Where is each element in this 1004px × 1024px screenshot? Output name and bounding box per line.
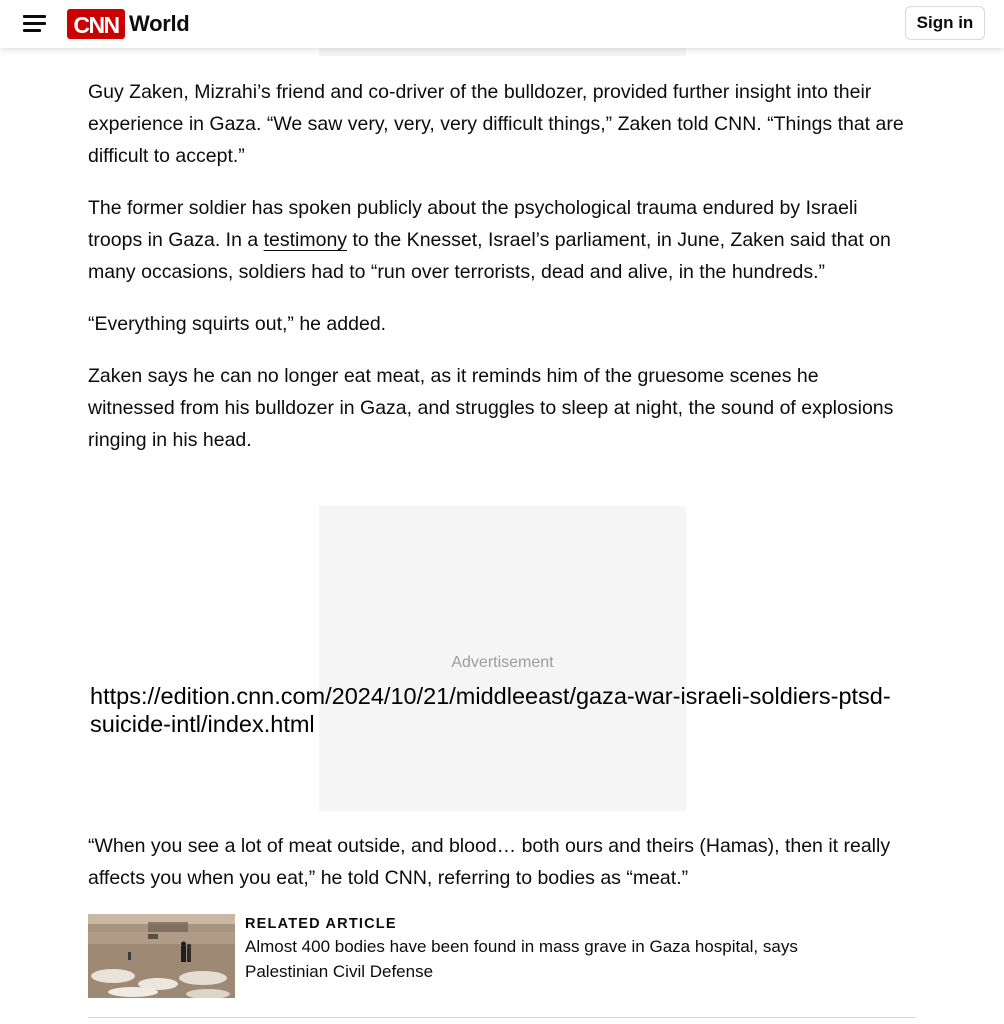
hamburger-menu-icon[interactable] xyxy=(22,12,48,34)
mass-grave-photo xyxy=(88,914,235,998)
edition-label: World xyxy=(129,11,190,36)
related-article-thumbnail[interactable] xyxy=(88,914,235,998)
svg-text:CNN: CNN xyxy=(73,12,119,38)
paragraph-former-soldier xyxy=(88,192,908,288)
cnn-logo-icon xyxy=(67,9,125,39)
related-article-kicker: RELATED ARTICLE xyxy=(245,916,397,932)
article-body-continued xyxy=(88,830,908,894)
related-article-title[interactable]: Almost 400 bodies have been found in mass grave in Gaza hospital, says Palestinian Civil Defense xyxy=(245,937,798,981)
related-article-card[interactable] xyxy=(88,914,916,1018)
paragraph-guy-zaken: Guy Zaken, Mizrahi’s friend and co-driver of the bulldozer, provided further insight into their experience in Gaza. “We saw very, very, very difficult things,” Zaken told CNN. “Things that are difficult to accept.” xyxy=(88,81,904,167)
paragraph-text: The former soldier has spoken publicly about the psychological trauma endured by Israeli troops in Gaza. In a xyxy=(88,197,858,251)
cnn-world-logo[interactable] xyxy=(67,7,189,41)
paragraph-no-longer-eat-meat: Zaken says he can no longer eat meat, as it reminds him of the gruesome scenes he witnessed from his bulldozer in Gaza, and struggles to sleep at night, the sound of explosions ringing in his head. xyxy=(88,365,894,451)
paragraph-text: to the Knesset, Israel’s parliament, in June, Zaken said that on many occasions, soldiers had to “run over terrorists, dead and alive, in the hundreds.” xyxy=(88,229,891,283)
advertisement-slot[interactable] xyxy=(319,506,686,811)
top-ad-slot xyxy=(319,48,686,56)
sign-in-button[interactable]: Sign in xyxy=(905,6,985,40)
article-body xyxy=(88,76,908,476)
overlay-url-text: https://edition.cnn.com/2024/10/21/middleeast/gaza-war-israeli-soldiers-ptsd-suicide-intl/index.html xyxy=(90,683,891,737)
advertisement-label: Advertisement xyxy=(451,654,554,671)
paragraph-everything-squirts: “Everything squirts out,” he added. xyxy=(88,313,387,335)
paragraph-meat-quote: “When you see a lot of meat outside, and blood… both ours and theirs (Hamas), then it really affects you when you eat,” he told CNN, referring to bodies as “meat.” xyxy=(88,835,891,889)
site-header xyxy=(0,0,1004,48)
testimony-link[interactable]: testimony xyxy=(263,229,348,251)
section-divider xyxy=(88,1017,916,1018)
